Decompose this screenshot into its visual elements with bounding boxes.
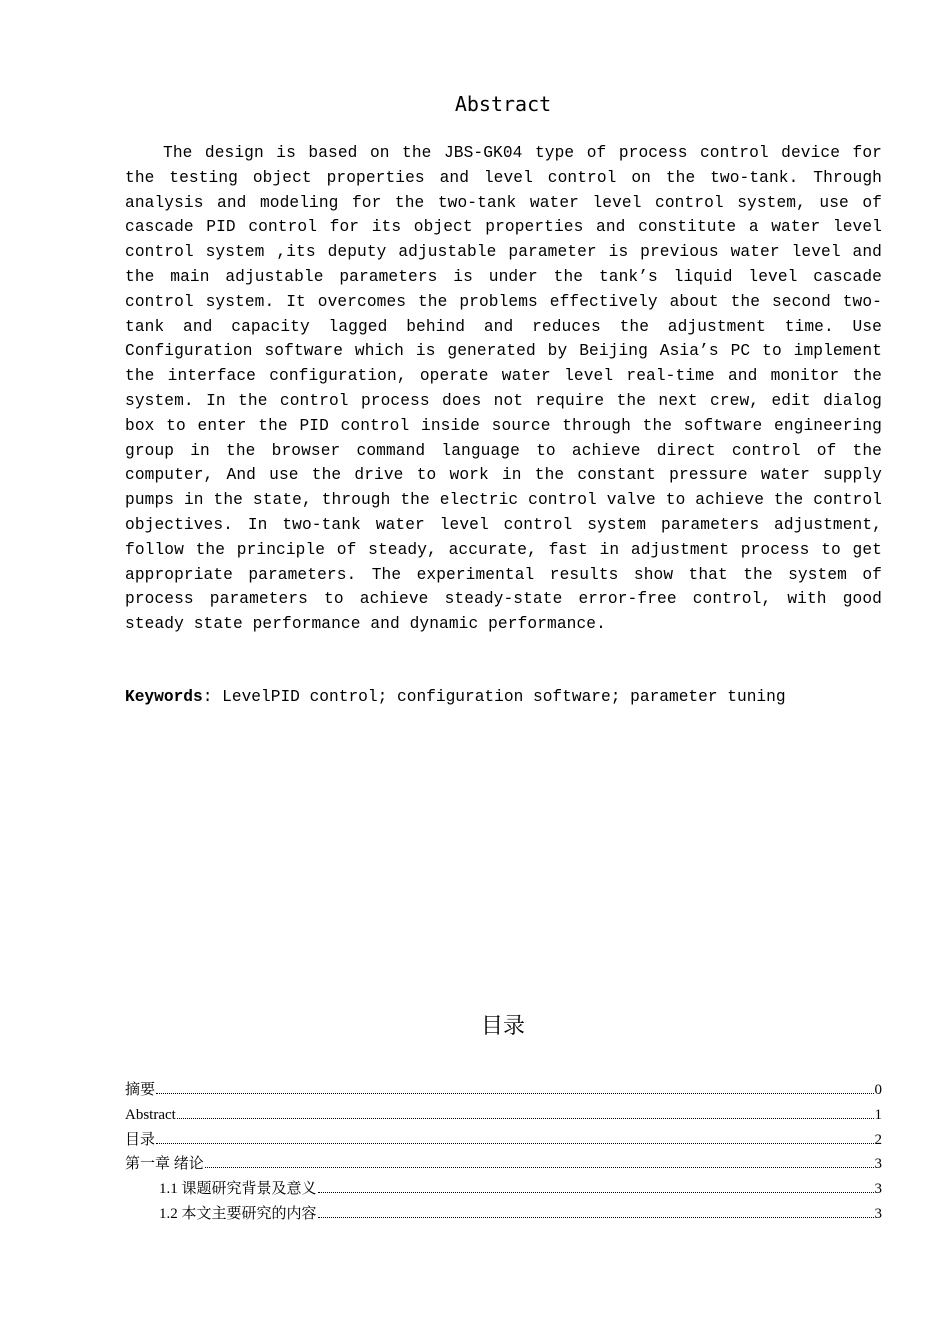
toc-entry-page: 1 [874, 1106, 882, 1123]
toc-leader-dots [318, 1192, 874, 1193]
abstract-title: Abstract [454, 92, 552, 116]
toc-entry-label: 1.2 本文主要研究的内容 [159, 1205, 317, 1222]
toc-entry-abstract[interactable] [125, 1103, 882, 1128]
keywords-text: LevelPID control; configuration software; parameter tuning [222, 688, 786, 706]
keywords-label: Keywords [125, 688, 203, 706]
keywords-line [125, 685, 882, 709]
toc-leader-dots [318, 1217, 874, 1218]
abstract-body: The design is based on the JBS-GK04 type of process control device for the testing object properties and level control on the two-tank. Through analysis and modeling for the two-tank water level control system, use of cascade PID control for its object properties and constitute a water level control system ,its deputy adjustable parameter is previous water level and the main adjustable parameters is under the tank’s liquid level cascade control system. It overcomes the problems effectively about the second two-tank and capacity lagged behind and reduces the adjustment time. Use Configuration software which is generated by Beijing Asia’s PC to implement the interface configuration, operate water level real-time and monitor the system. In the control process does not require the next crew, edit dialog box to enter the PID control inside source through the software engineering group in the browser command language to achieve direct control of the computer, And use the drive to work in the constant pressure water supply pumps in the state, through the electric control valve to achieve the control objectives. In two-tank water level control system parameters adjustment, follow the principle of steady, accurate, fast in adjustment process to get appropriate parameters. The experimental results show that the system of process parameters to achieve steady-state error-free control, with good steady state performance and dynamic performance. [125, 144, 882, 634]
toc-leader-dots [156, 1093, 873, 1094]
toc-entry-label: 摘要 [125, 1082, 156, 1098]
keywords-separator: : [202, 688, 223, 706]
table-of-contents [125, 1078, 882, 1227]
toc-title: 目录 [480, 1014, 525, 1039]
toc-entry-page: 2 [874, 1131, 882, 1148]
toc-entry-chapter-1[interactable] [125, 1152, 882, 1177]
toc-leader-dots [205, 1167, 874, 1168]
toc-entry-mulu[interactable] [125, 1128, 882, 1153]
toc-entry-label: 第一章 绪论 [125, 1156, 204, 1173]
toc-entry-label: Abstract [125, 1106, 176, 1123]
toc-entry-label: 目录 [125, 1131, 156, 1148]
toc-entry-page: 0 [874, 1082, 882, 1098]
toc-leader-dots [177, 1118, 874, 1119]
toc-leader-dots [156, 1143, 873, 1144]
toc-entry-zhaiyao[interactable] [125, 1078, 882, 1103]
toc-entry-page: 3 [874, 1181, 882, 1198]
toc-entry-section-1-1[interactable] [125, 1177, 882, 1202]
toc-entry-page: 3 [874, 1156, 882, 1173]
toc-entry-section-1-2[interactable] [125, 1202, 882, 1227]
toc-entry-page: 3 [874, 1205, 882, 1222]
toc-entry-label: 1.1 课题研究背景及意义 [159, 1181, 317, 1198]
